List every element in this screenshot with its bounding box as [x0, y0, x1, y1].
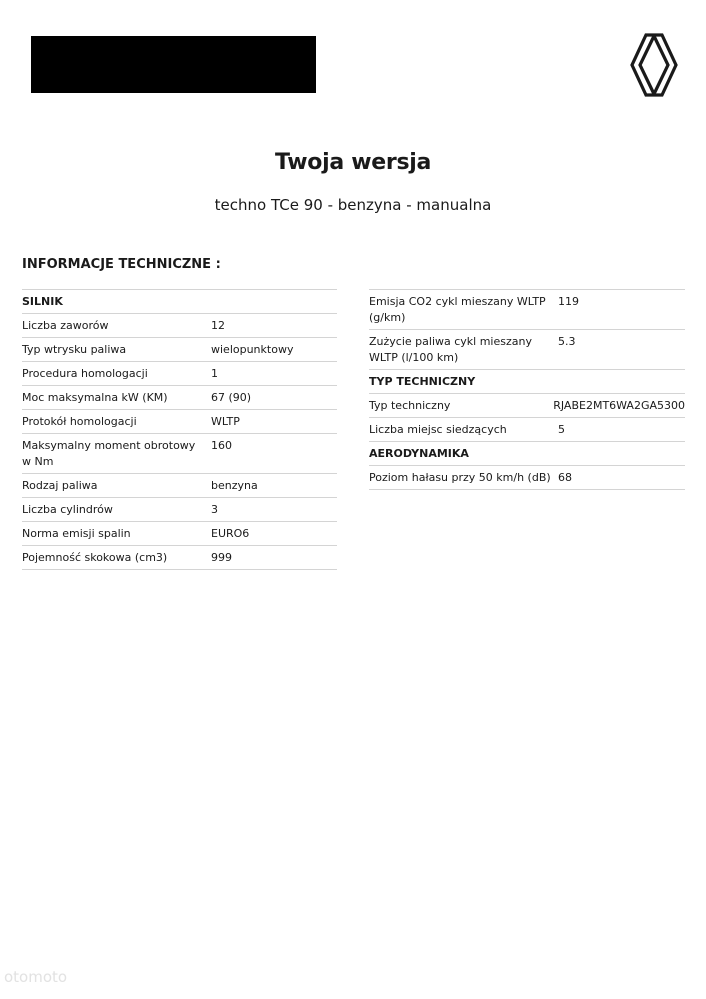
spec-label: Rodzaj paliwa	[22, 479, 98, 492]
group-label: SILNIK	[22, 295, 63, 308]
table-row	[22, 314, 337, 338]
group-header-silnik	[22, 290, 337, 314]
version-subtitle: techno TCe 90 - benzyna - manualna	[214, 196, 492, 214]
spec-label: Moc maksymalna kW (KM)	[22, 391, 168, 404]
spec-value: wielopunktowy	[211, 343, 294, 356]
spec-label: Typ wtrysku paliwa	[22, 343, 127, 356]
group-label: AERODYNAMIKA	[369, 447, 469, 460]
table-row	[22, 386, 337, 410]
spec-value: RJABE2MT6WA2GA5300	[553, 399, 685, 412]
spec-value: 5	[558, 423, 565, 436]
table-row	[22, 522, 337, 546]
spec-value: 5.3	[558, 335, 576, 348]
table-row	[22, 410, 337, 434]
spec-label: Protokół homologacji	[22, 415, 137, 428]
watermark: otomoto	[4, 968, 68, 986]
spec-label: Liczba cylindrów	[22, 503, 113, 516]
spec-label: Zużycie paliwa cykl mieszany WLTP (l/100 km)	[369, 335, 532, 364]
spec-label: Pojemność skokowa (cm3)	[22, 551, 168, 564]
spec-value: 160	[211, 439, 232, 452]
table-row	[22, 546, 337, 570]
table-row	[22, 498, 337, 522]
spec-label: Liczba zaworów	[22, 319, 109, 332]
spec-label: Typ techniczny	[369, 399, 451, 412]
spec-label: Poziom hałasu przy 50 km/h (dB)	[369, 471, 551, 484]
emissions-spec-table	[369, 289, 685, 490]
spec-value: EURO6	[211, 527, 250, 540]
section-heading: INFORMACJE TECHNICZNE :	[22, 257, 221, 272]
spec-value: 12	[211, 319, 225, 332]
table-row	[369, 394, 685, 418]
table-row	[369, 466, 685, 490]
spec-value: 1	[211, 367, 218, 380]
redacted-black-box	[31, 36, 316, 93]
spec-label: Maksymalny moment obrotowy w Nm	[22, 439, 196, 468]
table-row	[369, 290, 685, 330]
table-row	[22, 362, 337, 386]
table-row	[22, 474, 337, 498]
table-row	[22, 338, 337, 362]
spec-value: WLTP	[211, 415, 240, 428]
spec-value: 119	[558, 295, 579, 308]
renault-diamond-logo-icon	[630, 33, 678, 97]
spec-value: 67 (90)	[211, 391, 252, 404]
spec-label: Procedura homologacji	[22, 367, 148, 380]
spec-value: benzyna	[211, 479, 258, 492]
spec-value: 3	[211, 503, 218, 516]
engine-spec-table	[22, 289, 337, 570]
table-row	[22, 434, 337, 474]
page-title: Twoja wersja	[274, 150, 432, 175]
table-row	[369, 418, 685, 442]
spec-label: Liczba miejsc siedzących	[369, 423, 507, 436]
spec-value: 999	[211, 551, 232, 564]
table-row	[369, 330, 685, 370]
spec-label: Norma emisji spalin	[22, 527, 131, 540]
spec-label: Emisja CO2 cykl mieszany WLTP (g/km)	[369, 295, 546, 324]
group-header-aerodynamika	[369, 442, 685, 466]
group-label: TYP TECHNICZNY	[369, 375, 476, 388]
group-header-typ-techniczny	[369, 370, 685, 394]
spec-value: 68	[558, 471, 572, 484]
